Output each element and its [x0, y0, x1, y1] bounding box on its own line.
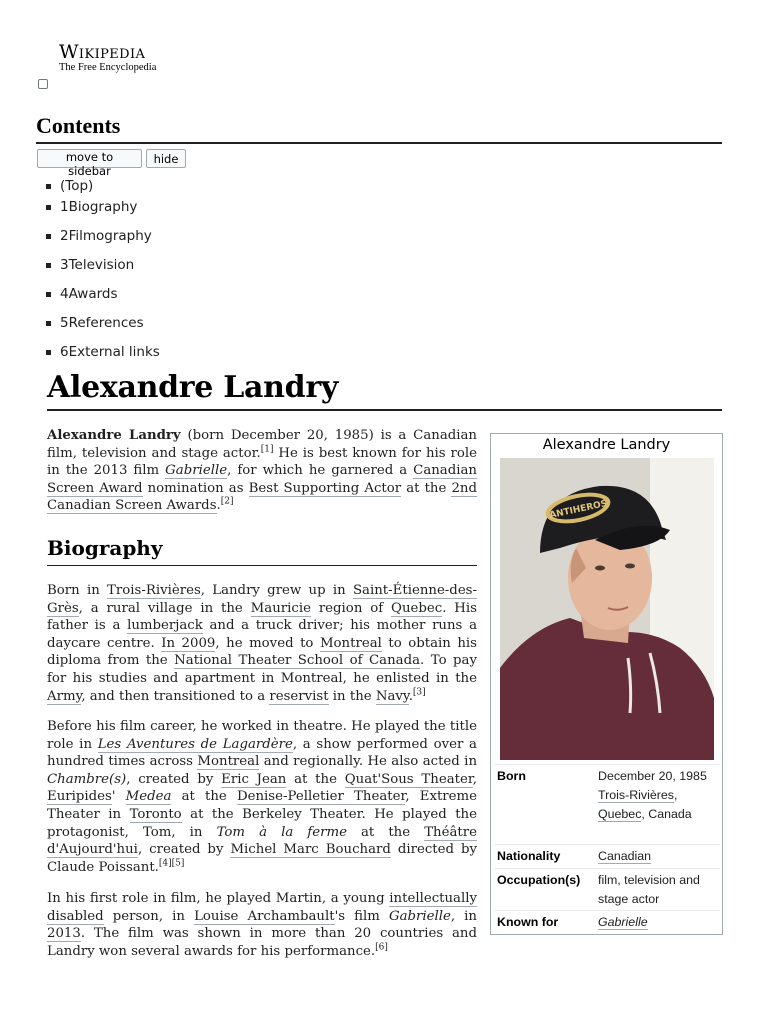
text: person, in — [103, 908, 195, 924]
text: , a show performed over a hundred times across — [47, 736, 477, 770]
move-to-sidebar-button[interactable]: move to sidebar — [37, 149, 142, 168]
text: He is best known for his role in the 2013 film — [47, 445, 477, 479]
link-canadian[interactable]: Canadian — [598, 849, 652, 863]
infobox-row-nationality — [494, 844, 720, 868]
citation-link[interactable]: [2] — [220, 496, 234, 507]
citation-2[interactable] — [221, 497, 234, 507]
toc-hide-button[interactable]: hide — [146, 149, 186, 168]
infobox-value-nationality — [598, 847, 718, 866]
link-montreal[interactable]: Montreal — [197, 754, 260, 770]
toc-item-label[interactable]: 4Awards — [60, 286, 118, 302]
text: In his first role in film, he played Martin, a young — [47, 891, 390, 906]
link-2013[interactable]: 2013 — [47, 926, 81, 942]
text: to obtain his diploma from the — [47, 635, 477, 669]
born-date: December 20, 1985 — [598, 769, 707, 783]
title-divider — [47, 409, 722, 411]
link-theatre-daujourdhui[interactable]: Théâtre d'Aujourd'hui — [47, 824, 477, 858]
subject-name: Alexandre Landry — [47, 428, 181, 443]
text: , Canada — [641, 807, 692, 821]
text: at the — [286, 771, 345, 787]
infobox-row-known-for — [494, 910, 720, 934]
citation-4[interactable] — [159, 858, 172, 868]
link-denise-pelletier-theater[interactable]: Denise-Pelletier Theater — [236, 789, 406, 805]
text: region of — [310, 600, 392, 616]
biography-paragraph-2 — [47, 718, 477, 876]
text: at the — [171, 789, 237, 805]
link-toronto[interactable]: Toronto — [129, 806, 182, 822]
citation-5[interactable] — [172, 858, 185, 868]
text: , in — [450, 908, 477, 924]
citation-link[interactable]: [6] — [375, 942, 388, 953]
wikipedia-logo[interactable] — [59, 41, 156, 73]
text: Born in — [47, 583, 108, 598]
bullet-icon — [46, 205, 51, 210]
link-lumberjack[interactable]: lumberjack — [127, 618, 203, 634]
text: (born December 20, 1985) is a Canadian film, television and stage actor. — [47, 428, 477, 461]
link-eric-jean[interactable]: Eric Jean — [221, 771, 287, 787]
citation-link[interactable]: [5] — [171, 858, 185, 869]
link-michel-marc-bouchard[interactable]: Michel Marc Bouchard — [230, 842, 391, 858]
text: . — [408, 688, 413, 704]
toc-item-label[interactable]: 3Television — [60, 257, 135, 273]
title-tom-a-la-ferme: Tom à la ferme — [216, 824, 347, 840]
link-best-supporting-actor[interactable]: Best Supporting Actor — [248, 480, 402, 496]
text: . — [216, 498, 221, 514]
text: nomination as — [142, 480, 249, 496]
text: . To pay for his studies and apartment in Montreal, he enlisted in the — [47, 653, 477, 686]
infobox-label: Occupation(s) — [497, 873, 581, 887]
link-euripides[interactable]: Euripides — [47, 789, 112, 805]
text: , created by — [126, 771, 222, 787]
biography-paragraph-1 — [47, 582, 477, 705]
text: Before his film career, he worked in theatre. He played the title role in — [47, 719, 477, 752]
infobox-label: Nationality — [497, 849, 561, 863]
link-national-theater-school[interactable]: National Theater School of Canada — [174, 653, 421, 669]
text: at the — [401, 480, 452, 496]
toc-item-label[interactable]: 6External links — [60, 344, 160, 360]
logo-wordmark: Wikipedia — [59, 41, 146, 63]
infobox-label: Known for — [497, 915, 559, 929]
text: directed by Claude Poissant. — [47, 842, 477, 875]
text: , for which he garnered a — [227, 463, 414, 479]
main-menu-checkbox[interactable] — [38, 79, 48, 89]
text: , Landry grew up in — [200, 583, 353, 598]
link-trois-rivieres[interactable]: Trois-Rivières — [598, 788, 674, 802]
biography-heading: Biography — [47, 536, 163, 560]
text: ' — [111, 789, 126, 805]
citation-3[interactable] — [413, 687, 426, 697]
citation-6[interactable] — [375, 942, 388, 952]
link-army[interactable]: Army — [47, 688, 82, 704]
biography-paragraph-3 — [47, 890, 477, 960]
page-title: Alexandre Landry — [47, 370, 338, 405]
bullet-icon — [46, 350, 51, 355]
infobox-row-born — [494, 764, 720, 844]
toc-title: Contents — [36, 113, 121, 138]
infobox-row-occupation — [494, 868, 720, 910]
text: at the — [346, 824, 425, 840]
link-2nd-canadian-screen-awards[interactable]: 2nd Canadian Screen Awards — [47, 480, 477, 514]
portrait-illustration — [500, 458, 714, 760]
link-quat-sous-theater[interactable]: Quat'Sous Theater — [344, 771, 473, 787]
link-montreal[interactable]: Montreal — [319, 635, 382, 651]
text: 's film — [334, 908, 389, 924]
bullet-icon — [46, 263, 51, 268]
citation-link[interactable]: [3] — [412, 687, 426, 698]
citation-1[interactable] — [261, 444, 274, 454]
title-chambres: Chambre(s) — [47, 771, 127, 787]
title-gabrielle: Gabrielle — [388, 908, 451, 924]
text: . The film was shown in more than 20 countries and Landry won several awards for his performance. — [47, 926, 477, 959]
link-navy[interactable]: Navy — [375, 688, 409, 704]
text: , — [673, 788, 678, 802]
cap-patch-text: ANTIHEROS — [548, 498, 609, 521]
citation-link[interactable]: [4] — [158, 858, 172, 869]
infobox-label: Born — [497, 769, 526, 783]
link-medea[interactable]: Medea — [125, 789, 172, 805]
infobox-value-occupation: film, television and stage actor — [598, 873, 700, 906]
text: in the — [328, 688, 376, 704]
text: , Extreme Theater in — [47, 789, 477, 822]
link-les-aventures-de-lagardere[interactable]: Les Aventures de Lagardère — [97, 736, 293, 752]
link-quebec[interactable]: Quebec — [391, 600, 443, 616]
toc-item-label[interactable]: (Top) — [60, 178, 94, 194]
link-canadian-screen-award[interactable]: Canadian Screen Award — [47, 463, 477, 496]
toc-divider — [36, 142, 722, 144]
link-trois-rivieres[interactable]: Trois-Rivières — [107, 583, 201, 598]
infobox-title: Alexandre Landry — [542, 437, 671, 453]
infobox-value-known-for — [598, 913, 718, 932]
link-mauricie[interactable]: Mauricie — [250, 600, 311, 616]
text: and regionally. He also acted in — [259, 754, 478, 770]
link-2009[interactable]: In 2009 — [161, 635, 216, 651]
text: , a rural village in the — [78, 600, 251, 616]
infobox-value-born — [598, 767, 718, 824]
bullet-icon — [46, 184, 51, 189]
logo-tagline: The Free Encyclopedia — [59, 62, 157, 73]
link-saint-etienne-des-gres[interactable]: Saint-Étienne-des-Grès — [47, 583, 478, 616]
heading-divider — [47, 565, 477, 566]
link-louise-archambault[interactable]: Louise Archambault — [194, 908, 335, 924]
text: . His father is a — [47, 600, 477, 634]
bullet-icon — [46, 292, 51, 297]
toc-item-label[interactable]: 2Filmography — [60, 228, 152, 244]
portrait-photo[interactable] — [500, 458, 714, 760]
lead-paragraph — [47, 427, 477, 515]
link-intellectually-disabled[interactable]: intellectually disabled — [47, 891, 477, 924]
toc-item-label[interactable]: 1Biography — [60, 199, 138, 215]
bullet-icon — [46, 321, 51, 326]
toc-item-label[interactable]: 5References — [60, 315, 144, 331]
link-reservist[interactable]: reservist — [269, 688, 329, 704]
link-gabrielle[interactable]: Gabrielle — [598, 915, 648, 929]
link-gabrielle[interactable]: Gabrielle — [165, 463, 228, 479]
link-quebec[interactable]: Quebec — [598, 807, 642, 821]
text: , and then transitioned to a — [81, 688, 270, 704]
infobox — [490, 433, 723, 935]
text: at the Berkeley Theater. He played the protagonist, Tom, in — [47, 806, 477, 840]
text: , — [472, 771, 477, 787]
bullet-icon — [46, 234, 51, 239]
citation-link[interactable]: [1] — [260, 444, 274, 455]
text: and a truck driver; his mother runs a daycare centre. — [47, 618, 477, 651]
text: , he moved to — [215, 635, 320, 651]
text: , created by — [137, 842, 231, 858]
